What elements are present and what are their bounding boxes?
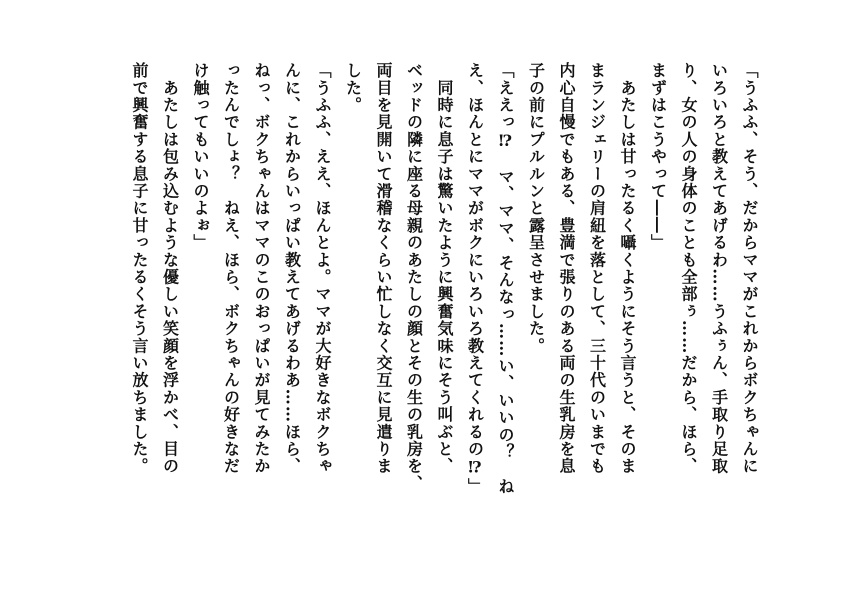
text-line: 「うふふ、そう、だからママがこれからボクちゃんに [740,62,759,475]
text-line: け触ってもいいのよぉ」 [191,62,210,252]
vertical-text-body [124,62,765,542]
text-line: 同時に息子は驚いたように興奮気味にそう叫ぶと、 [435,62,454,475]
text-line: まずはこうやって――」 [648,62,668,252]
text-line: 前で興奮する息子に甘ったるくそう言い放ちました。 [130,62,149,475]
text-line: え、ほんとにママがボクにいろいろ教えてくれるの⁉」 [465,62,485,495]
text-line: あたしは包み込むような優しい笑顔を浮かべ、目の [160,62,180,475]
text-line: 内心自慢でもある、豊満で張りのある両の生乳房を息 [557,62,576,475]
text-line: あたしは甘ったるく囁くようにそう言うと、そのま [618,62,637,475]
text-line: 「うふふ、ええ、ほんとよ。ママが大好きなボクちゃ [313,62,332,475]
text-line: いろいろと教えてあげるわ……うふぅん、手取り足取 [709,62,729,475]
text-line: まランジェリーの肩紐を落として、三十代のいまでも [587,62,607,475]
text-line: り、女の人の身体のことも全部ぅ……だから、ほら、 [679,62,698,475]
text-line: 「ええっ⁉ マ、ママ、そんなっ……い、いいの？ ね [496,62,515,495]
text-line: した。 [343,62,363,114]
text-line: んに、これからいっぱい教えてあげるわあ……ほら、 [282,62,302,475]
text-line: ったんでしょ？ ねえ、ほら、ボクちゃんの好きなだ [221,62,241,475]
text-line: ねっ、ボクちゃんはママのこのおっぱいが見てみたか [252,62,271,475]
text-line: 子の前にプルルンと露呈させました。 [526,62,546,355]
text-line: 両目を見開いて滑稽なくらい忙しなく交互に見遣りま [374,62,393,475]
text-line: ベッドの隣に座る母親のあたしの顔とその生の乳房を、 [404,62,424,492]
